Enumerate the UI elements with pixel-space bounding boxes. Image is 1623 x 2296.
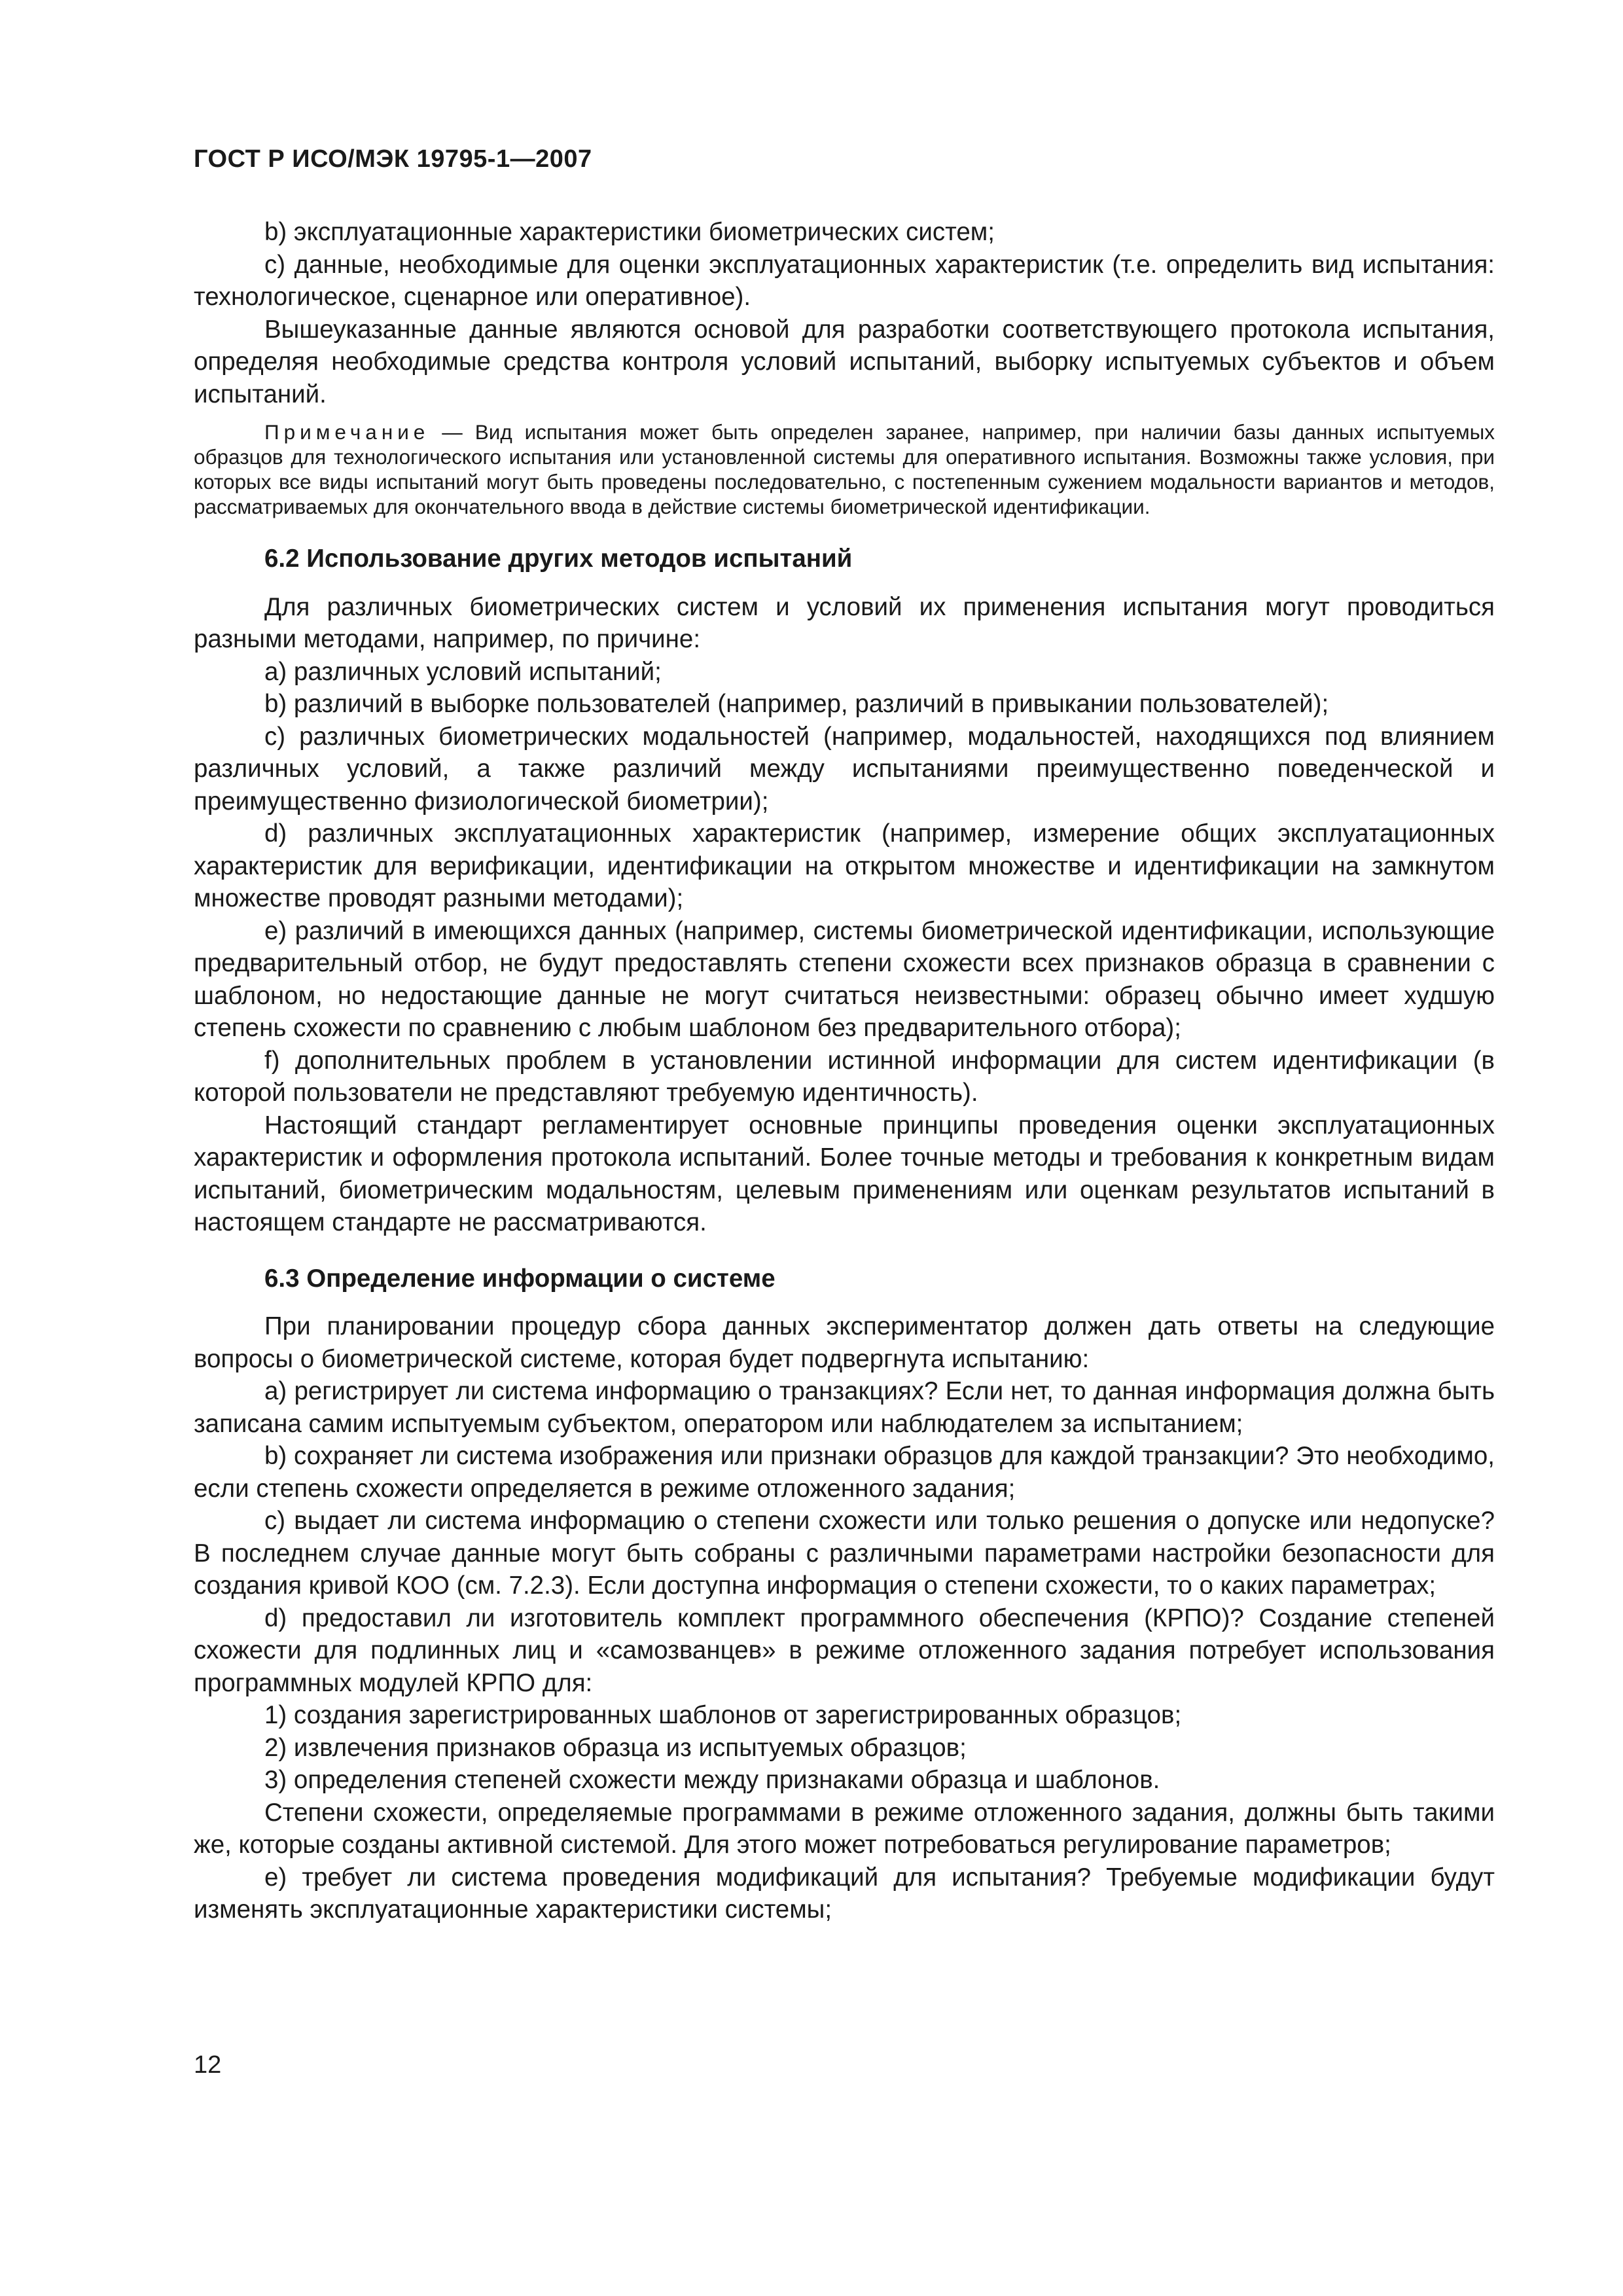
section-6-2-title: 6.2 Использование других методов испытаний bbox=[264, 545, 853, 573]
section-6-3-item-e: е) требует ли система проведения модификаций для испытания? Требуемые модификации будут изменять эксплуатационные характеристики системы; bbox=[194, 1863, 1495, 1924]
section-6-3-after-subitems: Степени схожести, определяемые программами в режиме отложенного задания, должны быть такими же, которые созданы активной системой. Для этого может потребоваться регулирование параметров; bbox=[194, 1798, 1495, 1859]
intro-item-c: с) данные, необходимые для оценки эксплуатационных характеристик (т.е. определить вид испытания: технологическое, сценарное или оперативное). bbox=[194, 250, 1495, 311]
note-label: Примечание bbox=[264, 420, 430, 444]
note-text: Вид испытания может быть определен заранее, например, при наличии базы данных испытуемых образцов для технологического испытания или установленной системы для оперативного испытания. Возможны также условия, при которых все виды испытаний могут быть проведены последовательно, с постепенным сужением модальности вариантов и методов, рассматриваемых для окончательного ввода в действие системы биометрической идентификации. bbox=[194, 420, 1495, 518]
intro-item-b: b) эксплуатационные характеристики биометрических систем; bbox=[264, 218, 995, 246]
section-6-3-intro: При планировании процедур сбора данных экспериментатор должен дать ответы на следующие вопросы о биометрической системе, которая будет подвергнута испытанию: bbox=[194, 1312, 1495, 1373]
section-6-2-intro: Для различных биометрических систем и условий их применения испытания могут проводиться разными методами, например, по причине: bbox=[194, 592, 1495, 653]
section-6-2-item-b: b) различий в выборке пользователей (например, различий в привыкании пользователей); bbox=[264, 690, 1329, 718]
section-6-2-item-a: а) различных условий испытаний; bbox=[264, 657, 662, 686]
section-6-2-item-d: d) различных эксплуатационных характеристик (например, измерение общих эксплуатационных характеристик для верификации, идентификации на открытом множестве и идентификации на замкнутом множестве проводят разными методами); bbox=[194, 819, 1495, 912]
section-6-3-title: 6.3 Определение информации о системе bbox=[264, 1264, 776, 1293]
document-header: ГОСТ Р ИСО/МЭК 19795-1—2007 bbox=[194, 145, 592, 173]
section-6-3-item-d: d) предоставил ли изготовитель комплект программного обеспечения (КРПО)? Создание степеней схожести для подлинных лиц и «самозванцев» в режиме отложенного задания потребует использования программных модулей КРПО для: bbox=[194, 1604, 1495, 1697]
section-6-3-item-a: а) регистрирует ли система информацию о транзакциях? Если нет, то данная информация должна быть записана самим испытуемым субъектом, оператором или наблюдателем за испытанием; bbox=[194, 1377, 1495, 1438]
section-6-3-subitem-1: 1) создания зарегистрированных шаблонов от зарегистрированных образцов; bbox=[264, 1701, 1182, 1729]
document-body bbox=[194, 216, 1495, 1926]
note-paragraph bbox=[194, 420, 1495, 519]
section-6-2-item-c: с) различных биометрических модальностей (например, модальностей, находящихся под влиянием различных условий, а также различий между испытаниями преимущественно поведенческой и преимущественно физиологической биометрии); bbox=[194, 722, 1495, 816]
section-6-3-item-b: b) сохраняет ли система изображения или признаки образцов для каждой транзакции? Это необходимо, если степень схожести определяется в режиме отложенного задания; bbox=[194, 1442, 1495, 1503]
section-6-2-item-e: е) различий в имеющихся данных (например, системы биометрической идентификации, использующие предварительный отбор, не будут предоставлять степени схожести всех признаков образца в сравнении с шаблоном, но недостающие данные не могут считаться неизвестными: образец обычно имеет худшую степень схожести по сравнению с любым шаблоном без предварительного отбора); bbox=[194, 916, 1495, 1042]
section-6-3-subitem-3: 3) определения степеней схожести между признаками образца и шаблонов. bbox=[264, 1766, 1160, 1794]
section-6-3-subitem-2: 2) извлечения признаков образца из испытуемых образцов; bbox=[264, 1733, 967, 1762]
section-6-2-item-f: f) дополнительных проблем в установлении истинной информации для систем идентификации (в которой пользователи не представляют требуемую идентичность). bbox=[194, 1046, 1495, 1107]
note-dash: — bbox=[429, 420, 475, 444]
section-6-3-item-c: с) выдает ли система информацию о степени схожести или только решения о допуске или недопуске? В последнем случае данные могут быть собраны с различными параметрами настройки безопасности для создания кривой КОО (см. 7.2.3). Если доступна информация о степени схожести, то о каких параметрах; bbox=[194, 1507, 1495, 1600]
page-number: 12 bbox=[194, 2051, 222, 2079]
intro-basis-paragraph: Вышеуказанные данные являются основой для разработки соответствующего протокола испытания, определяя необходимые средства контроля условий испытаний, выборку испытуемых субъектов и объем испытаний. bbox=[194, 315, 1495, 408]
section-6-2-closing: Настоящий стандарт регламентирует основные принципы проведения оценки эксплуатационных характеристик и оформления протокола испытаний. Более точные методы и требования к конкретным видам испытаний, биометрическим модальностям, целевым применениям или оценкам результатов испытаний в настоящем стандарте не рассматриваются. bbox=[194, 1111, 1495, 1236]
